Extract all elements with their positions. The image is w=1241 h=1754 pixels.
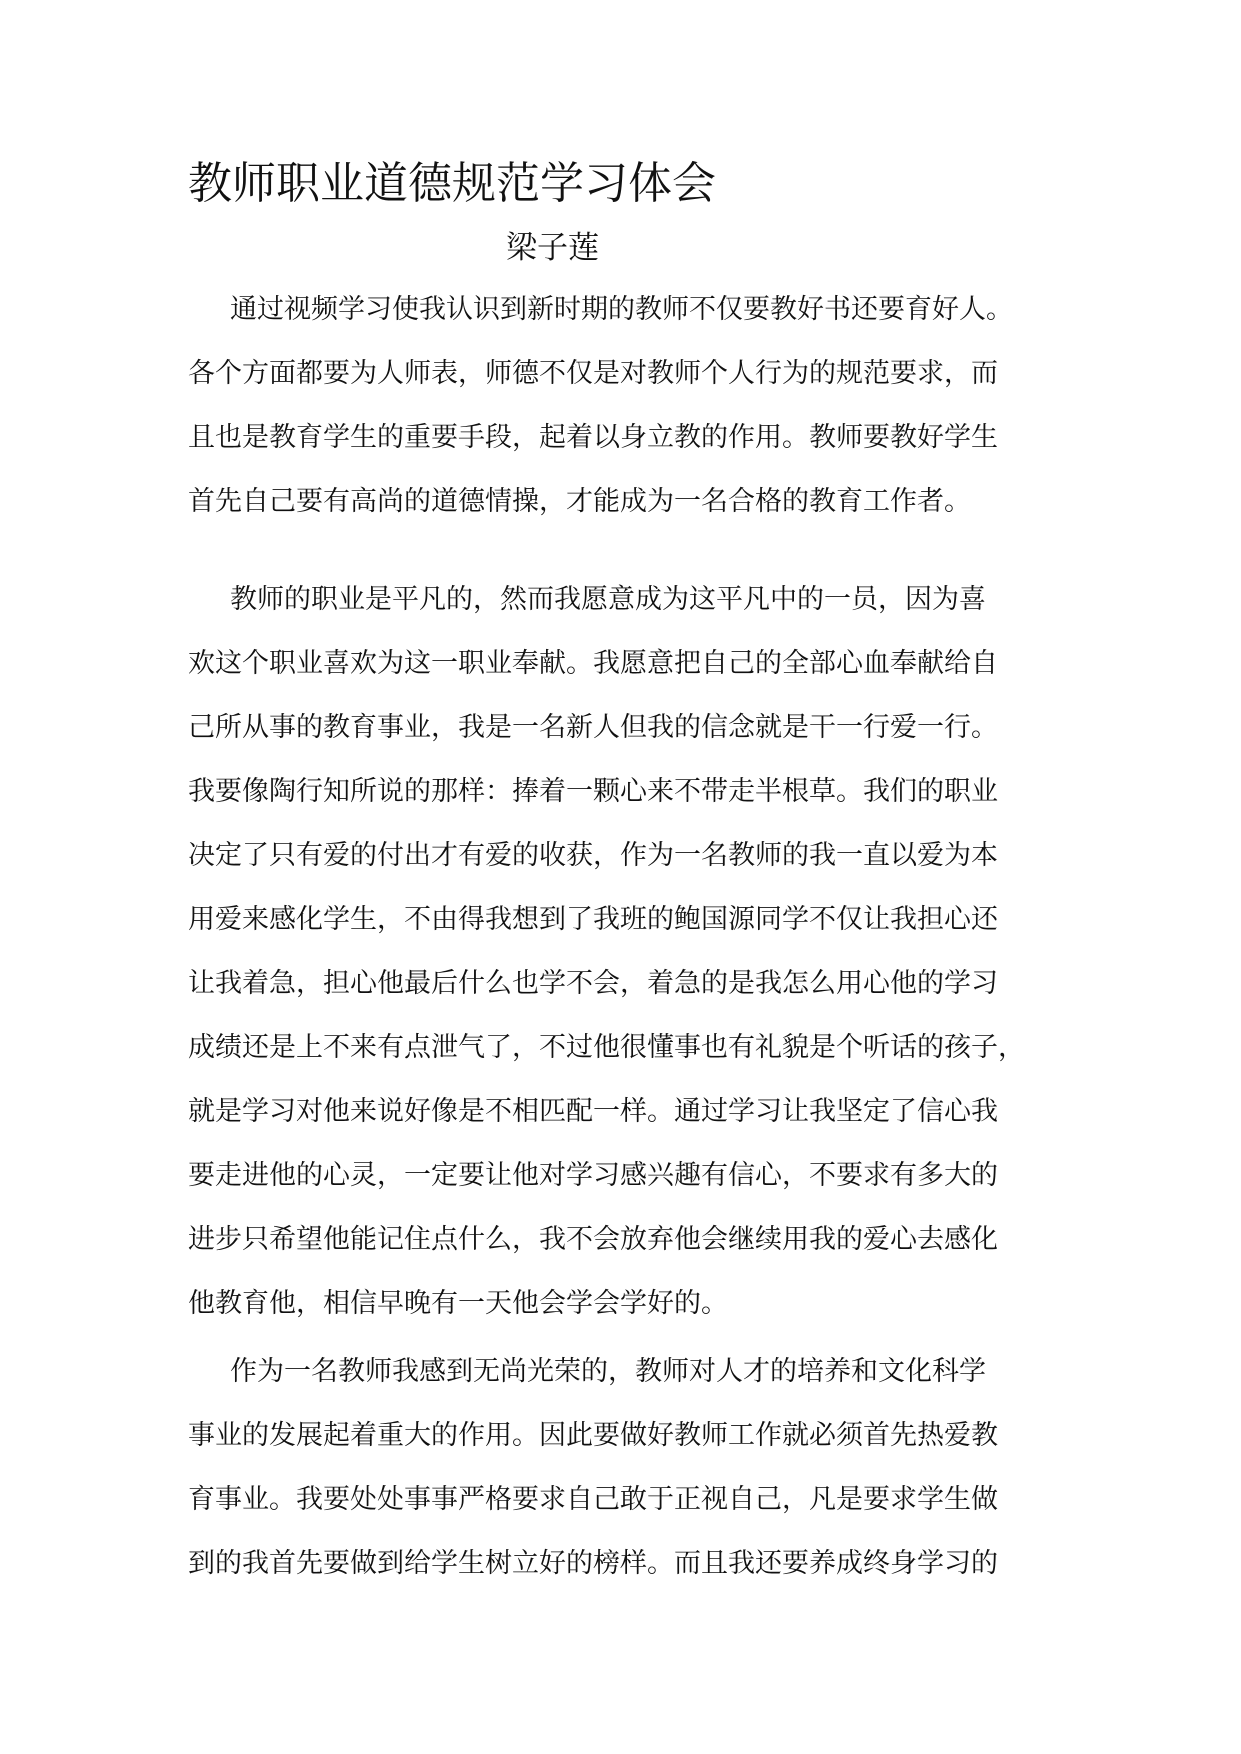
text-line: 进步只希望他能记住点什么，我不会放弃他会继续用我的爱心去感化 (188, 1224, 998, 1255)
text-line: 到的我首先要做到给学生树立好的榜样。而且我还要养成终身学习的 (188, 1548, 998, 1579)
text-line: 首先自己要有高尚的道德情操，才能成为一名合格的教育工作者。 (188, 486, 971, 517)
text-line: 事业的发展起着重大的作用。因此要做好教师工作就必须首先热爱教 (188, 1420, 998, 1451)
text-line: 用爱来感化学生，不由得我想到了我班的鲍国源同学不仅让我担心还 (188, 904, 998, 935)
text-line: 通过视频学习使我认识到新时期的教师不仅要教好书还要育好人。 (230, 294, 1013, 325)
text-line: 他教育他，相信早晚有一天他会学会学好的。 (188, 1288, 728, 1319)
text-line: 己所从事的教育事业，我是一名新人但我的信念就是干一行爱一行。 (188, 712, 998, 743)
text-line: 决定了只有爱的付出才有爱的收获，作为一名教师的我一直以爱为本 (188, 840, 998, 871)
text-line: 让我着急，担心他最后什么也学不会，着急的是我怎么用心他的学习 (188, 968, 998, 999)
text-line: 成绩还是上不来有点泄气了，不过他很懂事也有礼貌是个听话的孩子， (188, 1032, 1025, 1063)
text-line: 教师的职业是平凡的，然而我愿意成为这平凡中的一员，因为喜 (230, 584, 986, 615)
text-line: 且也是教育学生的重要手段，起着以身立教的作用。教师要教好学生 (188, 422, 998, 453)
text-line: 我要像陶行知所说的那样：捧着一颗心来不带走半根草。我们的职业 (188, 776, 998, 807)
text-line: 就是学习对他来说好像是不相匹配一样。通过学习让我坚定了信心我 (188, 1096, 998, 1127)
text-line: 各个方面都要为人师表，师德不仅是对教师个人行为的规范要求，而 (188, 358, 998, 389)
page-title: 教师职业道德规范学习体会 (188, 158, 716, 209)
text-line: 要走进他的心灵，一定要让他对学习感兴趣有信心，不要求有多大的 (188, 1160, 998, 1191)
text-line: 作为一名教师我感到无尚光荣的，教师对人才的培养和文化科学 (230, 1356, 986, 1387)
text-line: 欢这个职业喜欢为这一职业奉献。我愿意把自己的全部心血奉献给自 (188, 648, 998, 679)
text-line: 育事业。我要处处事事严格要求自己敢于正视自己，凡是要求学生做 (188, 1484, 998, 1515)
author-name: 梁子莲 (506, 230, 599, 266)
